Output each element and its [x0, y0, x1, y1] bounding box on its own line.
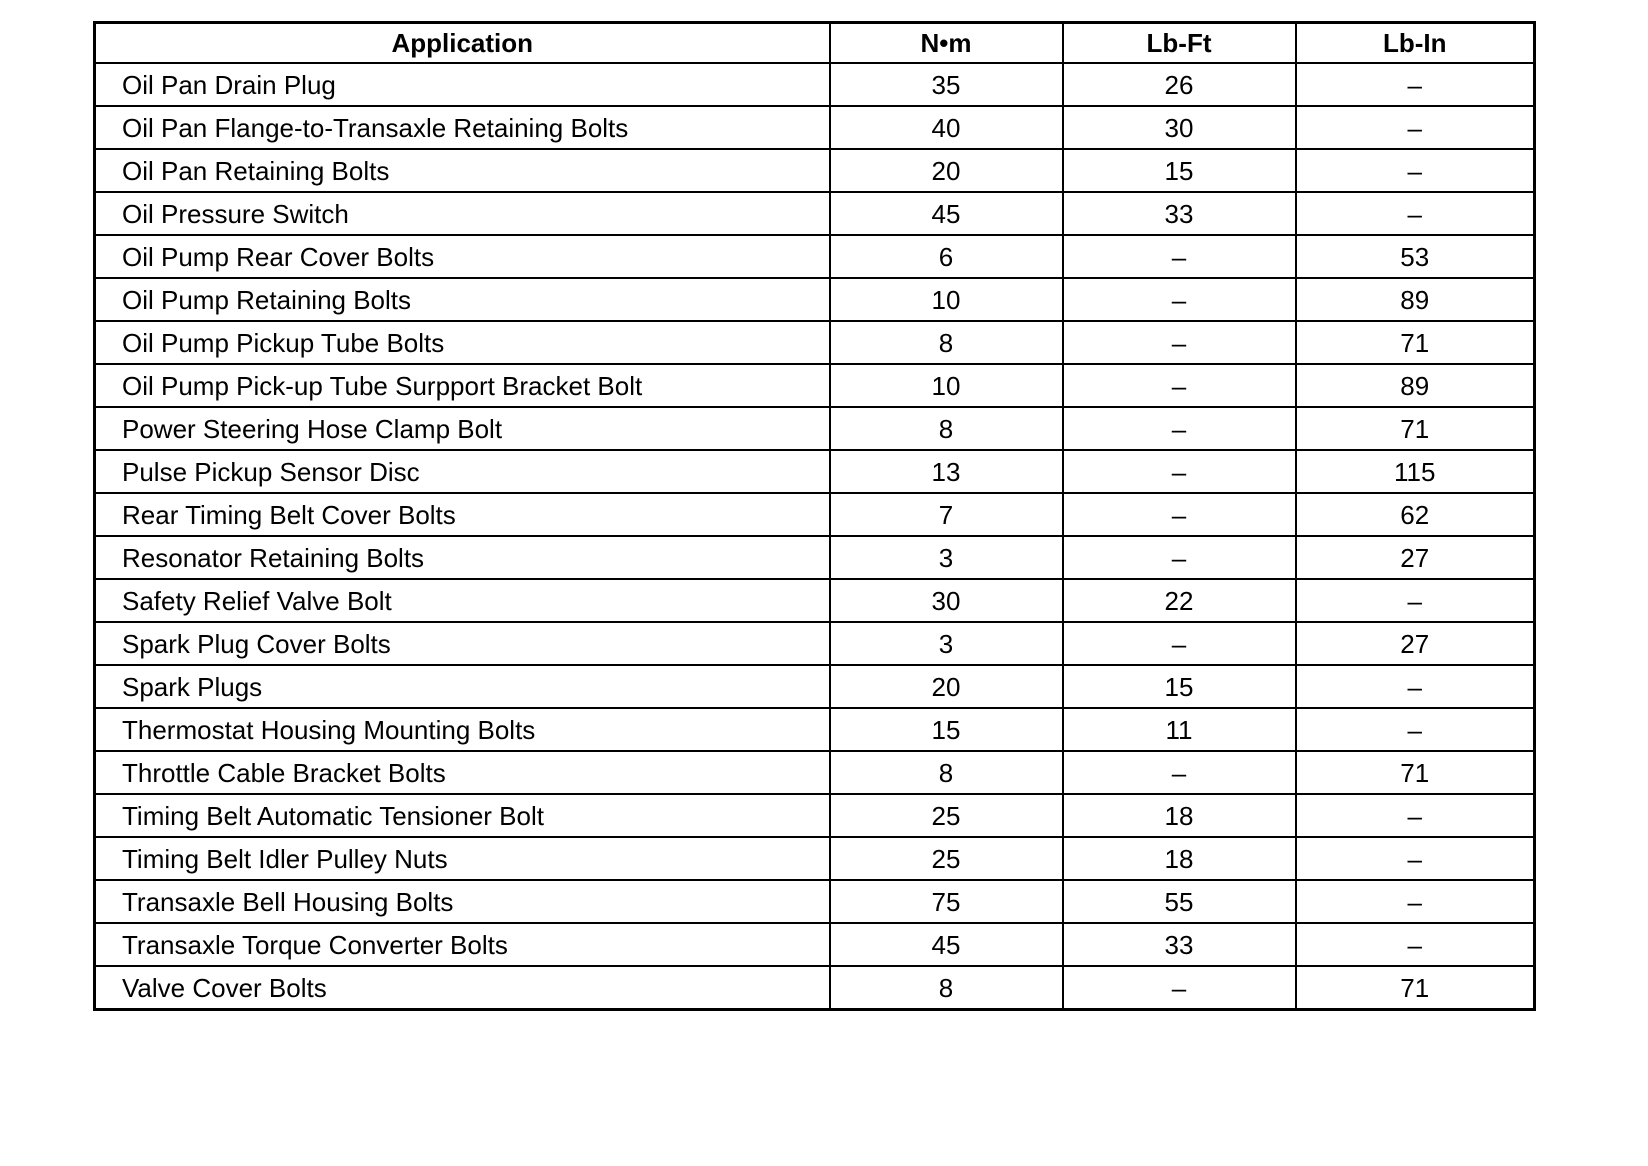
nm-cell: 8: [830, 966, 1063, 1010]
lb-in-cell: 62: [1296, 493, 1535, 536]
lb-in-cell: 115: [1296, 450, 1535, 493]
table-row: [95, 450, 1535, 493]
table-row: [95, 106, 1535, 149]
lb-ft-cell: 33: [1063, 923, 1296, 966]
table-row: [95, 63, 1535, 106]
lb-in-cell: –: [1296, 63, 1535, 106]
application-cell: Timing Belt Automatic Tensioner Bolt: [95, 794, 830, 837]
application-cell: Safety Relief Valve Bolt: [95, 579, 830, 622]
lb-in-cell: –: [1296, 106, 1535, 149]
table-row: [95, 493, 1535, 536]
application-cell: Oil Pan Flange-to-Transaxle Retaining Bolts: [95, 106, 830, 149]
nm-cell: 3: [830, 536, 1063, 579]
nm-cell: 15: [830, 708, 1063, 751]
application-cell: Resonator Retaining Bolts: [95, 536, 830, 579]
nm-cell: 10: [830, 278, 1063, 321]
lb-in-cell: –: [1296, 579, 1535, 622]
application-cell: Oil Pump Rear Cover Bolts: [95, 235, 830, 278]
lb-ft-cell: –: [1063, 235, 1296, 278]
nm-cell: 20: [830, 149, 1063, 192]
table-row: [95, 751, 1535, 794]
nm-cell: 30: [830, 579, 1063, 622]
lb-in-cell: –: [1296, 665, 1535, 708]
application-cell: Oil Pump Pick-up Tube Surpport Bracket Bolt: [95, 364, 830, 407]
lb-ft-cell: 15: [1063, 665, 1296, 708]
lb-ft-cell: 11: [1063, 708, 1296, 751]
application-cell: Oil Pan Retaining Bolts: [95, 149, 830, 192]
lb-ft-cell: 15: [1063, 149, 1296, 192]
application-cell: Spark Plugs: [95, 665, 830, 708]
application-cell: Transaxle Bell Housing Bolts: [95, 880, 830, 923]
nm-cell: 8: [830, 321, 1063, 364]
application-cell: Timing Belt Idler Pulley Nuts: [95, 837, 830, 880]
torque-spec-table: [93, 21, 1536, 1011]
lb-ft-cell: 18: [1063, 837, 1296, 880]
table-row: [95, 364, 1535, 407]
nm-cell: 6: [830, 235, 1063, 278]
nm-cell: 45: [830, 192, 1063, 235]
lb-ft-cell: 26: [1063, 63, 1296, 106]
nm-cell: 75: [830, 880, 1063, 923]
lb-in-cell: –: [1296, 192, 1535, 235]
lb-in-cell: 71: [1296, 751, 1535, 794]
header-lb-in: Lb-In: [1296, 23, 1535, 64]
nm-cell: 8: [830, 407, 1063, 450]
lb-ft-cell: 30: [1063, 106, 1296, 149]
lb-ft-cell: –: [1063, 321, 1296, 364]
lb-in-cell: 53: [1296, 235, 1535, 278]
application-cell: Oil Pump Pickup Tube Bolts: [95, 321, 830, 364]
nm-cell: 8: [830, 751, 1063, 794]
application-cell: Power Steering Hose Clamp Bolt: [95, 407, 830, 450]
application-cell: Transaxle Torque Converter Bolts: [95, 923, 830, 966]
lb-ft-cell: 55: [1063, 880, 1296, 923]
application-cell: Valve Cover Bolts: [95, 966, 830, 1010]
lb-ft-cell: –: [1063, 751, 1296, 794]
table-row: [95, 665, 1535, 708]
nm-cell: 25: [830, 794, 1063, 837]
nm-cell: 35: [830, 63, 1063, 106]
application-cell: Oil Pump Retaining Bolts: [95, 278, 830, 321]
table-row: [95, 837, 1535, 880]
table-row: [95, 880, 1535, 923]
table-row: [95, 708, 1535, 751]
lb-in-cell: 89: [1296, 278, 1535, 321]
lb-in-cell: –: [1296, 837, 1535, 880]
lb-ft-cell: –: [1063, 536, 1296, 579]
application-cell: Rear Timing Belt Cover Bolts: [95, 493, 830, 536]
application-cell: Pulse Pickup Sensor Disc: [95, 450, 830, 493]
nm-cell: 20: [830, 665, 1063, 708]
table-row: [95, 149, 1535, 192]
application-cell: Spark Plug Cover Bolts: [95, 622, 830, 665]
lb-ft-cell: –: [1063, 622, 1296, 665]
table-row: [95, 321, 1535, 364]
nm-cell: 13: [830, 450, 1063, 493]
application-cell: Throttle Cable Bracket Bolts: [95, 751, 830, 794]
lb-ft-cell: –: [1063, 493, 1296, 536]
nm-cell: 45: [830, 923, 1063, 966]
lb-in-cell: 27: [1296, 536, 1535, 579]
table-row: [95, 536, 1535, 579]
table-row: [95, 407, 1535, 450]
table-body: [95, 63, 1535, 1010]
lb-ft-cell: –: [1063, 966, 1296, 1010]
lb-ft-cell: –: [1063, 450, 1296, 493]
lb-in-cell: 71: [1296, 966, 1535, 1010]
lb-ft-cell: 33: [1063, 192, 1296, 235]
lb-in-cell: 71: [1296, 407, 1535, 450]
lb-in-cell: 89: [1296, 364, 1535, 407]
table-row: [95, 966, 1535, 1010]
lb-ft-cell: 18: [1063, 794, 1296, 837]
header-application: Application: [95, 23, 830, 64]
lb-in-cell: –: [1296, 708, 1535, 751]
nm-cell: 7: [830, 493, 1063, 536]
lb-ft-cell: 22: [1063, 579, 1296, 622]
lb-in-cell: –: [1296, 149, 1535, 192]
application-cell: Oil Pan Drain Plug: [95, 63, 830, 106]
header-nm: N•m: [830, 23, 1063, 64]
lb-in-cell: 27: [1296, 622, 1535, 665]
nm-cell: 25: [830, 837, 1063, 880]
table-row: [95, 923, 1535, 966]
lb-in-cell: –: [1296, 880, 1535, 923]
header-row: [95, 23, 1535, 64]
nm-cell: 3: [830, 622, 1063, 665]
application-cell: Thermostat Housing Mounting Bolts: [95, 708, 830, 751]
nm-cell: 40: [830, 106, 1063, 149]
table-row: [95, 794, 1535, 837]
table-row: [95, 235, 1535, 278]
lb-in-cell: 71: [1296, 321, 1535, 364]
table-row: [95, 278, 1535, 321]
nm-cell: 10: [830, 364, 1063, 407]
header-lb-ft: Lb-Ft: [1063, 23, 1296, 64]
lb-ft-cell: –: [1063, 407, 1296, 450]
table-row: [95, 622, 1535, 665]
lb-in-cell: –: [1296, 794, 1535, 837]
table-row: [95, 192, 1535, 235]
table-row: [95, 579, 1535, 622]
application-cell: Oil Pressure Switch: [95, 192, 830, 235]
lb-in-cell: –: [1296, 923, 1535, 966]
lb-ft-cell: –: [1063, 364, 1296, 407]
lb-ft-cell: –: [1063, 278, 1296, 321]
